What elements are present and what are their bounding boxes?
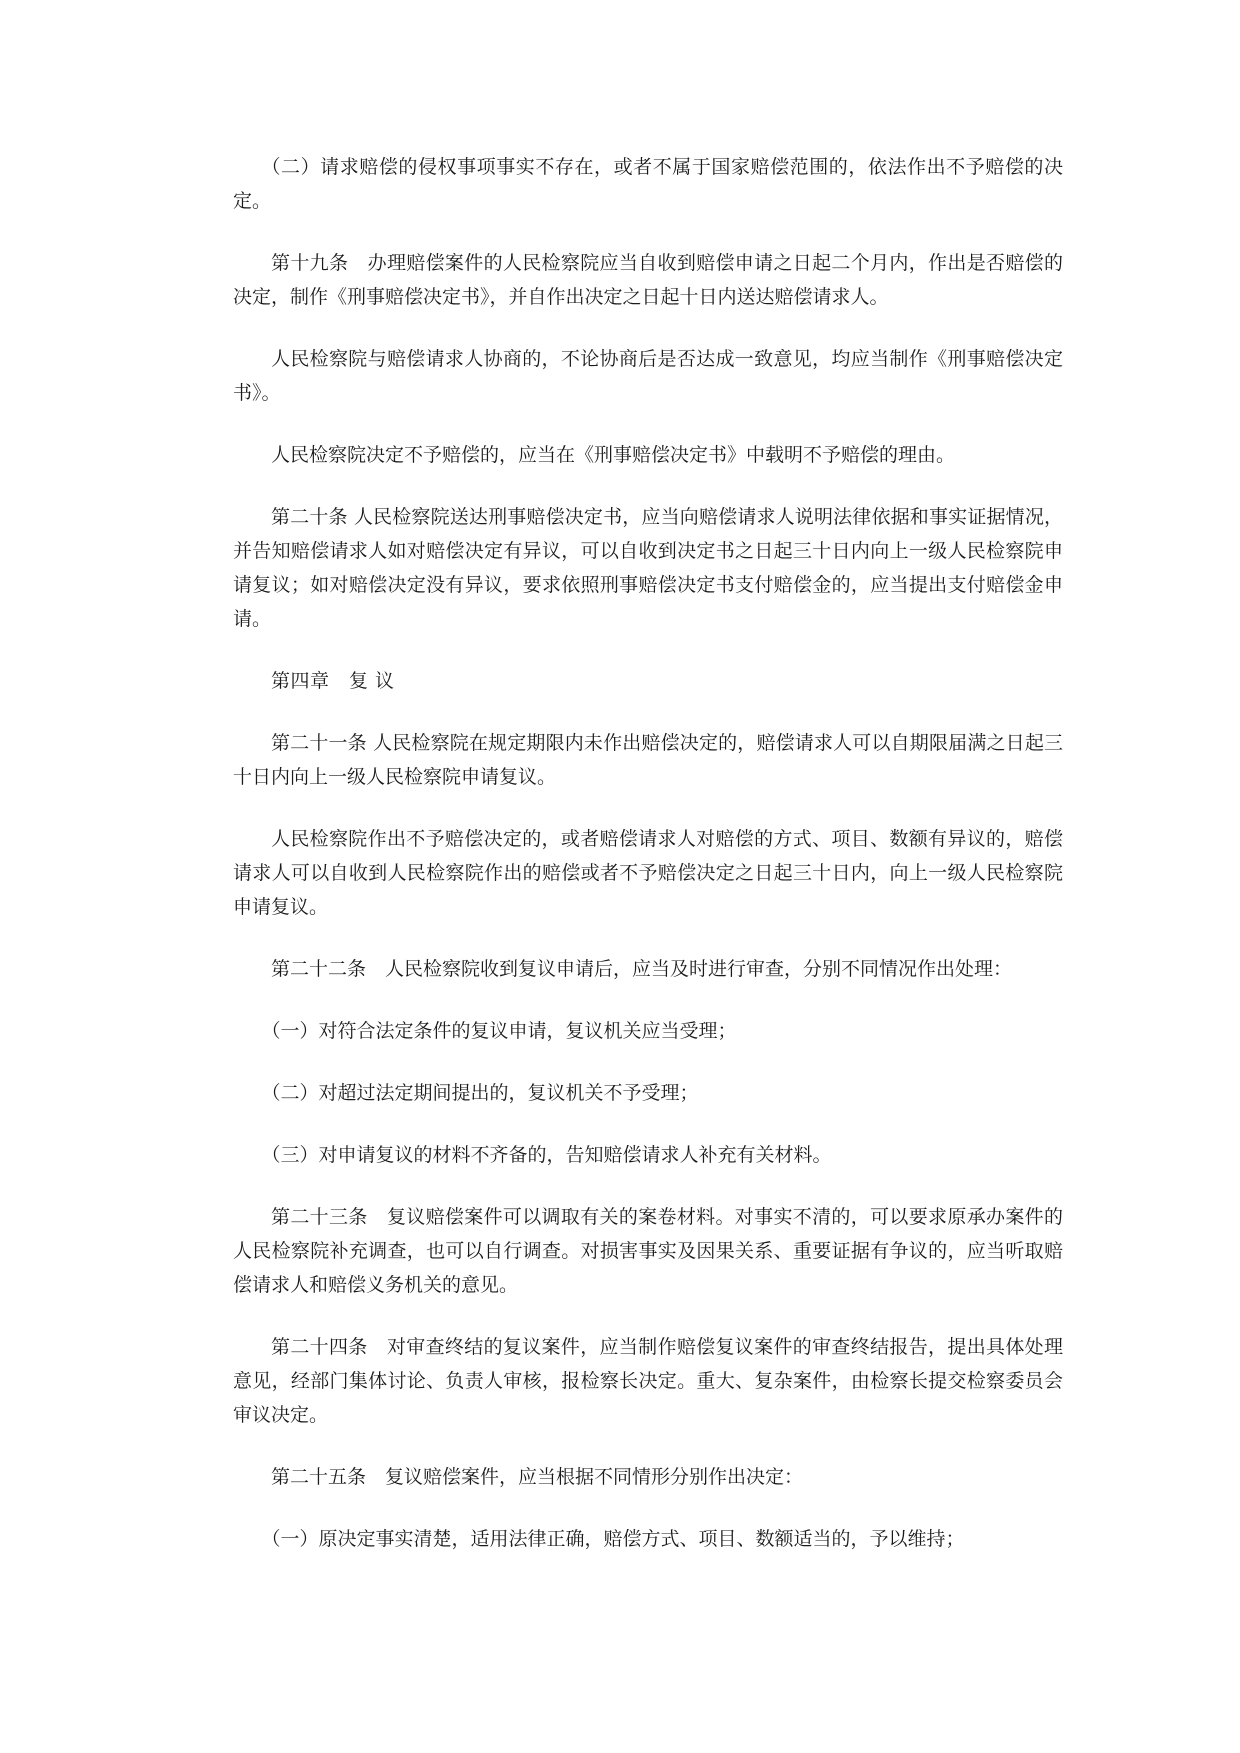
- paragraph-body: 人民检察院作出不予赔偿决定的，或者赔偿请求人对赔偿的方式、项目、数额有异议的，赔偿请求人可以自收到人民检察院作出的赔偿或者不予赔偿决定之日起三十日内，向上一级人民检察院申请复议。: [233, 828, 1063, 918]
- paragraph-article: 第二十二条 人民检察院收到复议申请后，应当及时进行审查，分别不同情况作出处理：: [271, 958, 1013, 980]
- paragraph-item: （二）请求赔偿的侵权事项事实不存在，或者不属于国家赔偿范围的，依法作出不予赔偿的决定。: [233, 156, 1063, 212]
- paragraph-article: 第二十一条 人民检察院在规定期限内未作出赔偿决定的，赔偿请求人可以自期限届满之日起三十日内向上一级人民检察院申请复议。: [233, 732, 1063, 788]
- paragraph-article: 第二十五条 复议赔偿案件，应当根据不同情形分别作出决定：: [271, 1466, 804, 1488]
- paragraph-article: 第二十三条 复议赔偿案件可以调取有关的案卷材料。对事实不清的，可以要求原承办案件的人民检察院补充调查，也可以自行调查。对损害事实及因果关系、重要证据有争议的，应当听取赔偿请求人和赔偿义务机关的意见。: [233, 1206, 1063, 1296]
- paragraph-item: （三）对申请复议的材料不齐备的，告知赔偿请求人补充有关材料。: [261, 1144, 832, 1166]
- paragraph-article: 第二十条 人民检察院送达刑事赔偿决定书，应当向赔偿请求人说明法律依据和事实证据情况，并告知赔偿请求人如对赔偿决定有异议，可以自收到决定书之日起三十日内向上一级人民检察院申请复议；如对赔偿决定没有异议，要求依照刑事赔偿决定书支付赔偿金的，应当提出支付赔偿金申请。: [233, 506, 1063, 630]
- paragraph-body: 人民检察院与赔偿请求人协商的，不论协商后是否达成一致意见，均应当制作《刑事赔偿决定书》。: [233, 348, 1063, 404]
- paragraph-item: （一）对符合法定条件的复议申请，复议机关应当受理；: [261, 1020, 737, 1042]
- document-body: [233, 150, 1063, 1584]
- paragraph-article: 第十九条 办理赔偿案件的人民检察院应当自收到赔偿申请之日起二个月内，作出是否赔偿的决定，制作《刑事赔偿决定书》，并自作出决定之日起十日内送达赔偿请求人。: [233, 252, 1063, 308]
- paragraph-body: 人民检察院决定不予赔偿的，应当在《刑事赔偿决定书》中载明不予赔偿的理由。: [271, 444, 956, 466]
- paragraph-article: 第二十四条 对审查终结的复议案件，应当制作赔偿复议案件的审查终结报告，提出具体处理意见，经部门集体讨论、负责人审核，报检察长决定。重大、复杂案件，由检察长提交检察委员会审议决定。: [233, 1336, 1063, 1426]
- chapter-heading: 第四章 复 议: [271, 670, 395, 692]
- paragraph-item: （一）原决定事实清楚，适用法律正确，赔偿方式、项目、数额适当的，予以维持；: [261, 1528, 965, 1550]
- paragraph-item: （二）对超过法定期间提出的，复议机关不予受理；: [261, 1082, 699, 1104]
